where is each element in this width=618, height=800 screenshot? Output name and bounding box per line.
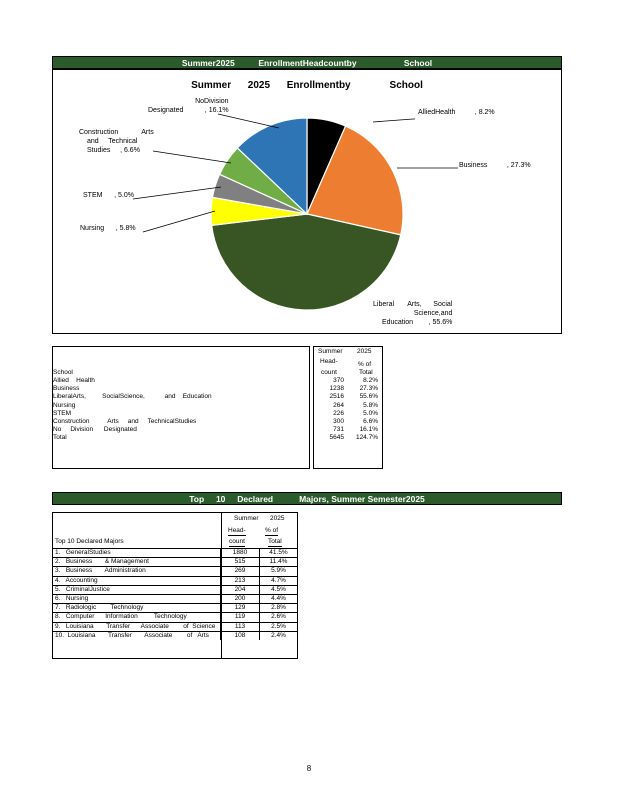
school-head-label: Head- <box>320 358 338 365</box>
pie-label-stem <box>83 191 134 200</box>
pie-label-construction <box>79 128 154 155</box>
school-row-count: 5645 <box>329 434 344 442</box>
banner-text: Summer2025 EnrollmentHeadcountby School <box>181 58 433 68</box>
major-count: 113 <box>221 622 260 631</box>
pie-label-liberal-line1: Liberal Arts, Social <box>373 301 453 308</box>
leader-line-nursing <box>143 211 215 232</box>
majors-table-row <box>53 594 297 603</box>
pie-label-business-text: Business , 27.3% <box>459 162 531 169</box>
majors-total-label: Total <box>268 538 282 547</box>
major-pct: 2.8% <box>271 604 286 612</box>
majors-count-label: count <box>229 538 245 547</box>
majors-table-row <box>53 604 297 613</box>
major-name: 1. GeneralStudies <box>53 549 221 558</box>
school-row-name: Nursing <box>53 401 76 409</box>
pie-label-nursing <box>80 224 136 233</box>
school-col-header-summer: Summer <box>318 348 343 355</box>
majors-table-row <box>53 558 297 567</box>
school-row-pct: 5.0% <box>363 409 378 417</box>
school-row-pct: 55.6% <box>359 393 378 401</box>
majors-table-box <box>52 512 298 659</box>
school-row-pct: 27.3% <box>359 385 378 393</box>
pie-slice-2 <box>212 214 401 310</box>
pie-chart-box <box>52 69 562 334</box>
major-pct: 4.4% <box>271 595 286 603</box>
major-name: 3. Business Administration <box>53 567 221 576</box>
majors-pct-label: % of <box>265 527 278 536</box>
school-row-pct: 6.6% <box>363 418 378 425</box>
school-col-header-year: 2025 <box>357 348 372 355</box>
school-row-name: No Division Designated <box>53 426 137 434</box>
major-count: 119 <box>221 613 260 622</box>
major-pct: 2.5% <box>271 622 286 630</box>
school-row-count: 300 <box>333 418 344 425</box>
school-row-name: STEM <box>53 409 72 417</box>
school-row-pct: 5.8% <box>363 401 378 409</box>
pie-label-construction-line1: Construction Arts <box>79 129 154 136</box>
majors-col-header-summer: Summer <box>234 515 259 522</box>
school-row-name: Total <box>53 434 67 442</box>
majors-head-label: Head- <box>228 527 246 536</box>
pie-label-liberal-line3: Education , 55.6% <box>381 319 453 326</box>
major-pct: 2.6% <box>271 613 286 621</box>
pie-label-allied <box>418 108 495 117</box>
school-row-count: 731 <box>333 426 344 434</box>
banner-text: Top 10 Declared Majors, Summer Semester2025 <box>189 494 425 504</box>
majors-table-row <box>53 585 297 594</box>
page-number: 8 <box>306 764 312 773</box>
school-row-name: Allied Health <box>53 377 95 384</box>
school-row-count: 264 <box>333 401 344 409</box>
major-count: 213 <box>221 576 260 585</box>
school-row-count: 1238 <box>329 385 344 393</box>
pie-label-nodiv-line2: Designated , 16.1% <box>148 107 229 114</box>
major-count: 269 <box>221 567 260 576</box>
school-row-name: Business <box>53 385 80 393</box>
school-header-label: School <box>53 369 73 376</box>
school-row-count: 226 <box>333 409 344 417</box>
majors-table-row <box>53 567 297 576</box>
major-pct: 4.5% <box>271 585 286 593</box>
majors-table <box>53 548 297 640</box>
chart-title-text: Summer 2025 Enrollmentby School <box>191 80 423 91</box>
leader-line-nodiv <box>218 114 279 128</box>
section-banner-majors <box>52 492 562 505</box>
major-pct: 5.9% <box>271 567 286 575</box>
majors-title: Top 10 Declared Majors <box>55 538 124 545</box>
major-name: 5. CriminalJustice <box>53 585 221 594</box>
school-row-name: LiberalArts, SocialScience, and Education <box>53 393 212 401</box>
major-pct: 2.4% <box>271 631 286 639</box>
school-names-box <box>52 346 310 469</box>
school-row-count: 2516 <box>329 393 344 401</box>
major-name: 6. Nursing <box>53 594 221 603</box>
pie-label-nodiv-line1: NoDivision <box>195 98 229 105</box>
major-name: 10. Louisiana Transfer Associate of Arts <box>53 631 221 640</box>
major-count: 108 <box>221 631 260 640</box>
major-name: 9. Louisiana Transfer Associate of Science <box>53 622 221 631</box>
school-values-box <box>313 346 383 469</box>
leader-line-construction <box>153 151 231 163</box>
pie-label-nodiv <box>148 97 229 115</box>
major-count: 129 <box>221 604 260 613</box>
school-total-label: Total <box>359 369 373 376</box>
leader-line-stem <box>133 187 221 199</box>
major-count: 515 <box>221 558 260 567</box>
school-row-name: Construction Arts and TechnicalStudies <box>53 418 197 425</box>
leader-line-allied <box>373 119 415 122</box>
majors-table-row <box>53 631 297 640</box>
majors-table-row <box>53 549 297 558</box>
majors-table-row <box>53 622 297 631</box>
major-count: 204 <box>221 585 260 594</box>
school-row-count: 370 <box>333 377 344 384</box>
major-name: 2. Business & Management <box>53 558 221 567</box>
school-row-pct: 8.2% <box>363 377 378 384</box>
pie-label-liberal-line2: Science,and <box>413 310 453 317</box>
major-count: 1880 <box>221 549 260 558</box>
major-pct: 11.4% <box>269 558 288 566</box>
school-pct-label: % of <box>358 361 372 368</box>
major-name: 8. Computer Information Technology <box>53 613 221 622</box>
section-banner-enrollment <box>52 56 562 69</box>
pie-label-liberal <box>373 300 452 327</box>
pie-label-stem-text: STEM , 5.0% <box>83 192 134 199</box>
pie-label-construction-line2: and Technical <box>87 138 138 145</box>
majors-table-row <box>53 576 297 585</box>
major-count: 200 <box>221 594 260 603</box>
pie-label-construction-line3: Studies , 6.6% <box>87 147 140 154</box>
majors-col-header-year: 2025 <box>270 515 285 522</box>
school-count-label: count <box>321 369 337 376</box>
major-pct: 41.5% <box>269 549 288 557</box>
pie-label-allied-text: AlliedHealth , 8.2% <box>418 109 495 116</box>
pie-label-business <box>459 161 531 170</box>
school-row-pct: 16.1% <box>359 426 378 434</box>
major-name: 7. Radiologic Technology <box>53 604 221 613</box>
school-row-pct: 124.7% <box>355 434 378 442</box>
major-name: 4. Accounting <box>53 576 221 585</box>
majors-table-row <box>53 613 297 622</box>
pie-label-nursing-text: Nursing , 5.8% <box>80 225 136 232</box>
major-pct: 4.7% <box>271 576 286 584</box>
